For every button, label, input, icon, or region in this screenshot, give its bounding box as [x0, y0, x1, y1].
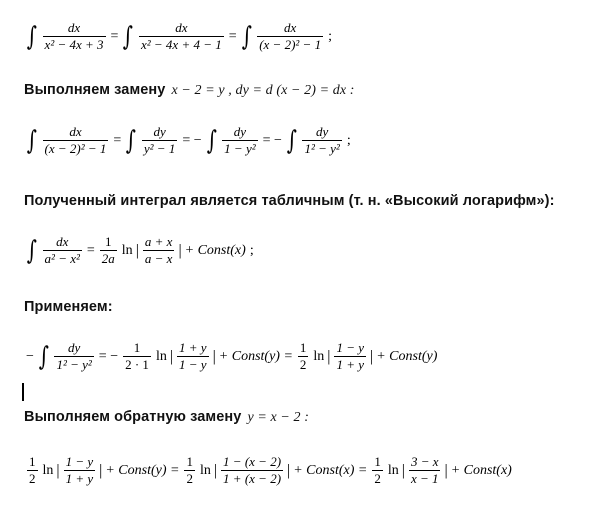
denominator: 1 + y: [65, 471, 94, 486]
denominator: 1 + (x − 2): [223, 471, 282, 486]
numerator: dy: [67, 340, 81, 355]
denominator: x² − 4x + 3: [44, 37, 104, 52]
integral-sign: ∫: [286, 125, 297, 156]
abs-bar-right: |: [212, 347, 216, 365]
fraction: [64, 454, 96, 487]
denominator: 2: [29, 471, 36, 486]
constant-term: + Const(y) =: [218, 348, 293, 364]
abs-bar-right: |: [370, 347, 374, 365]
denominator: 2: [186, 471, 193, 486]
abs-bar-left: |: [213, 461, 218, 479]
text-substitution: [24, 82, 355, 99]
numerator: 1 + y: [179, 340, 207, 355]
denominator: 1² − y²: [56, 357, 92, 372]
abs-bar-right: |: [287, 461, 291, 479]
constant-term: + Const(y): [376, 348, 438, 364]
semicolon: ;: [328, 28, 332, 44]
text-cursor: [22, 383, 24, 401]
numerator: dx: [67, 20, 81, 35]
abs-bar-right: |: [178, 241, 182, 259]
denominator: 2: [299, 357, 307, 372]
fraction: [409, 454, 441, 487]
ln-operator: ln: [387, 462, 399, 478]
numerator: dy: [153, 124, 166, 139]
numerator: 1: [29, 454, 36, 469]
numerator: dx: [175, 20, 188, 35]
numerator: dx: [284, 20, 297, 35]
numerator: 1 − y: [336, 340, 365, 355]
denominator: 1 + y: [336, 357, 365, 372]
denominator: x² − 4x + 4 − 1: [140, 37, 222, 52]
fraction: [43, 124, 109, 157]
math-inline: x − 2 = y , dy = d (x − 2) = dx :: [171, 83, 355, 98]
equals-sign: =: [86, 242, 95, 258]
denominator: 1 − y²: [224, 141, 256, 156]
numerator: 3 − x: [410, 454, 439, 469]
numerator: 1: [133, 340, 141, 355]
fraction: [100, 234, 117, 267]
fraction: [184, 454, 195, 487]
formula-2: [24, 124, 353, 157]
constant-term: + Const(y) =: [105, 462, 180, 478]
denominator: 2a: [101, 251, 115, 266]
fraction: [257, 20, 323, 53]
equals-minus: = −: [98, 348, 119, 364]
denominator: 2 · 1: [125, 357, 149, 372]
text-label: Применяем:: [24, 299, 113, 315]
integral-sign: ∫: [206, 125, 217, 156]
numerator: 1: [299, 340, 307, 355]
text-label: Выполняем замену: [24, 82, 166, 98]
numerator: 1 − (x − 2): [223, 454, 282, 469]
fraction: [221, 454, 283, 487]
formula-3: [24, 234, 256, 267]
denominator: (x − 2)² − 1: [259, 37, 322, 52]
fraction: [43, 20, 106, 53]
equals-sign: =: [228, 28, 237, 44]
integral-sign: ∫: [26, 125, 37, 156]
denominator: 1 − y: [179, 357, 207, 372]
fraction: [177, 340, 209, 373]
numerator: 1 − y: [65, 454, 94, 469]
integral-sign: ∫: [38, 341, 49, 372]
numerator: dx: [69, 124, 82, 139]
fraction: [27, 454, 38, 487]
math-inline: y = x − 2 :: [247, 410, 310, 425]
integral-sign: ∫: [241, 21, 252, 52]
equals-minus: = −: [262, 132, 282, 148]
denominator: 2: [374, 471, 381, 486]
text-reverse-substitution: [24, 409, 309, 426]
numerator: 1: [186, 454, 193, 469]
denominator: 1² − y²: [304, 141, 340, 156]
fraction: [298, 340, 309, 373]
denominator: a − x: [144, 251, 173, 266]
abs-bar-left: |: [327, 347, 331, 365]
ln-operator: ln: [155, 348, 167, 364]
text-label: Полученный интеграл является табличным (т. н. «Высокий логарифм»):: [24, 193, 555, 209]
semicolon: ;: [249, 242, 254, 258]
text-apply: [24, 299, 113, 315]
text-table-integral: [24, 193, 555, 209]
formula-4: [24, 340, 439, 373]
fraction: [123, 340, 151, 373]
fraction: [43, 234, 82, 267]
numerator: dx: [56, 234, 69, 249]
integral-sign: ∫: [26, 21, 37, 52]
denominator: x − 1: [410, 471, 439, 486]
text-label: Выполняем обратную замену: [24, 409, 242, 425]
constant-term: + Const(x): [184, 242, 246, 258]
fraction: [334, 340, 366, 373]
abs-bar-left: |: [169, 347, 174, 365]
minus-sign: −: [26, 348, 34, 364]
numerator: a + x: [144, 234, 173, 249]
ln-operator: ln: [121, 242, 133, 258]
ln-operator: ln: [313, 348, 325, 364]
numerator: dy: [233, 124, 247, 139]
abs-bar-right: |: [99, 461, 103, 479]
denominator: a² − x²: [44, 251, 80, 266]
fraction: [139, 20, 224, 53]
equals-minus: = −: [182, 132, 202, 148]
semicolon: ;: [346, 132, 351, 148]
ln-operator: ln: [199, 462, 211, 478]
denominator: y² − 1: [143, 141, 176, 156]
abs-bar-left: |: [135, 241, 139, 259]
abs-bar-left: |: [56, 461, 60, 479]
fraction: [142, 124, 177, 157]
fraction: [372, 454, 383, 487]
ln-operator: ln: [42, 462, 54, 478]
integral-sign: ∫: [26, 235, 37, 266]
fraction: [54, 340, 93, 373]
integral-sign: ∫: [123, 21, 134, 52]
equals-sign: =: [113, 132, 122, 148]
numerator: dy: [316, 124, 329, 139]
formula-1: [24, 20, 334, 53]
fraction: [302, 124, 341, 157]
abs-bar-right: |: [444, 461, 448, 479]
numerator: 1: [374, 454, 381, 469]
equals-sign: =: [110, 28, 119, 44]
constant-term: + Const(x): [450, 462, 512, 478]
integral-sign: ∫: [126, 125, 137, 156]
formula-5: [24, 454, 514, 487]
fraction: [143, 234, 175, 267]
denominator: (x − 2)² − 1: [44, 141, 107, 156]
abs-bar-left: |: [401, 461, 405, 479]
fraction: [222, 124, 257, 157]
constant-term: + Const(x) =: [293, 462, 368, 478]
numerator: 1: [105, 234, 112, 249]
